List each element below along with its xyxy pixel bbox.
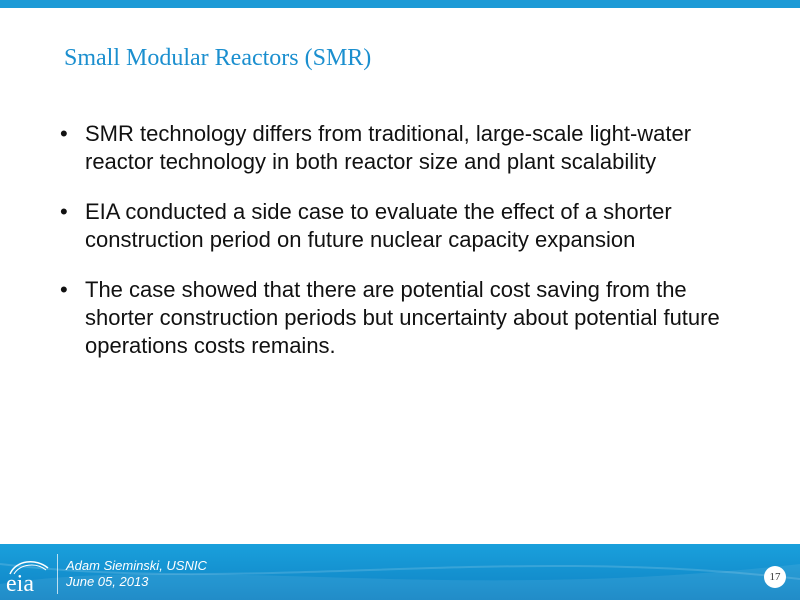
logo-text: eia [6, 571, 34, 597]
eia-logo [6, 556, 52, 596]
presentation-date: June 05, 2013 [66, 574, 149, 589]
bullet-marker: • [60, 121, 68, 146]
bullet-item [60, 198, 760, 254]
bullet-text: The case showed that there are potential cost saving from the shorter construction periods but uncertainty about potential future operations costs remains. [85, 277, 720, 358]
bullet-item [60, 120, 760, 176]
bullet-item [60, 276, 760, 360]
page-number-badge: 17 [764, 566, 786, 588]
presenter-name: Adam Sieminski, USNIC [66, 558, 207, 573]
bullet-text: EIA conducted a side case to evaluate the effect of a shorter construction period on future nuclear capacity expansion [85, 199, 672, 252]
slide-title: Small Modular Reactors (SMR) [64, 45, 372, 71]
footer-info [66, 558, 207, 590]
footer-divider [57, 554, 58, 594]
footer-bar [0, 544, 800, 600]
bullet-text: SMR technology differs from traditional, large-scale light-water reactor technology in both reactor size and plant scalability [85, 121, 692, 174]
bullet-marker: • [60, 199, 68, 224]
bullet-list [60, 120, 760, 382]
bullet-marker: • [60, 277, 68, 302]
top-accent-bar [0, 0, 800, 8]
